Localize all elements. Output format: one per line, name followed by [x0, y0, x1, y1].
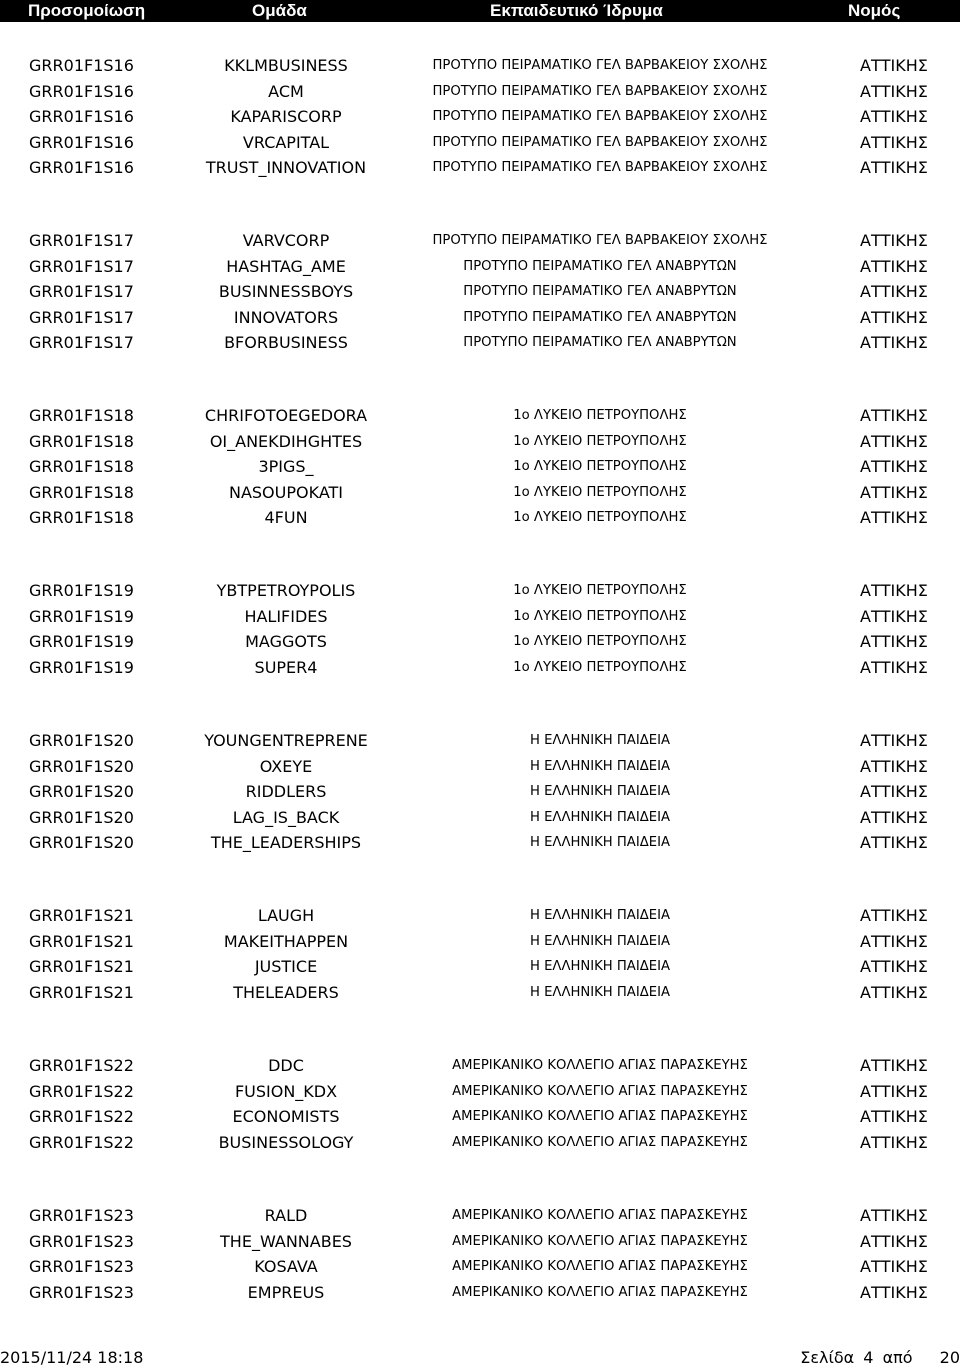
- school-cell: 1ο ΛΥΚΕΙΟ ΠΕΤΡΟΥΠΟΛΗΣ: [513, 608, 687, 624]
- prefecture-cell: ΑΤΤΙΚΗΣ: [860, 606, 928, 626]
- prefecture-cell: ΑΤΤΙΚΗΣ: [860, 1132, 928, 1152]
- team-cell: THE_WANNABES: [220, 1231, 352, 1251]
- team-cell: HALIFIDES: [244, 606, 328, 626]
- school-cell: Η ΕΛΛΗΝΙΚΗ ΠΑΙΔΕΙΑ: [529, 784, 670, 799]
- school-cell: 1ο ΛΥΚΕΙΟ ΠΕΤΡΟΥΠΟΛΗΣ: [513, 459, 687, 474]
- school-cell: Η ΕΛΛΗΝΙΚΗ ΠΑΙΔΕΙΑ: [529, 835, 670, 850]
- school-cell: ΑΜΕΡΙΚΑΝΙΚΟ ΚΟΛΛΕΓΙΟ ΑΓΙΑΣ ΠΑΡΑΣΚΕΥΗΣ: [452, 1233, 748, 1249]
- prefecture-cell: ΑΤΤΙΚΗΣ: [860, 307, 928, 327]
- team-cell: THE_LEADERSHIPS: [210, 833, 362, 852]
- table-row: [0, 305, 960, 331]
- team-cell: KAPARISCORP: [230, 107, 342, 126]
- school-cell: ΑΜΕΡΙΚΑΝΙΚΟ ΚΟΛΛΕΓΙΟ ΑΓΙΑΣ ΠΑΡΑΣΚΕΥΗΣ: [452, 1284, 748, 1300]
- prefecture-cell: ΑΤΤΙΚΗΣ: [860, 1081, 928, 1101]
- school-cell: ΠΡΟΤΥΠΟ ΠΕΙΡΑΜΑΤΙΚΟ ΓΕΛ ΒΑΡΒΑΚΕΙΟΥ ΣΧΟΛΗΣ: [432, 83, 768, 99]
- prefecture-cell: ΑΤΤΙΚΗΣ: [860, 81, 928, 101]
- simulation-cell: GRR01F1S19: [29, 606, 134, 626]
- simulation-cell: GRR01F1S23: [29, 1206, 134, 1225]
- simulation-cell: GRR01F1S16: [29, 56, 134, 75]
- prefecture-cell: ΑΤΤΙΚΗΣ: [860, 158, 928, 177]
- school-cell: 1ο ΛΥΚΕΙΟ ΠΕΤΡΟΥΠΟΛΗΣ: [513, 634, 687, 649]
- simulation-cell: GRR01F1S21: [29, 982, 134, 1002]
- table-row: [0, 728, 960, 754]
- simulation-cell: GRR01F1S20: [29, 833, 134, 852]
- simulation-group: [0, 578, 960, 680]
- simulation-cell: GRR01F1S18: [29, 482, 134, 502]
- simulation-cell: GRR01F1S23: [29, 1282, 134, 1302]
- simulation-cell: GRR01F1S17: [29, 307, 134, 327]
- team-cell: TRUST_INNOVATION: [205, 158, 367, 177]
- simulation-cell: GRR01F1S19: [29, 657, 134, 677]
- simulation-cell: GRR01F1S22: [29, 1056, 134, 1075]
- of-label: από: [882, 1348, 913, 1367]
- table-row: [0, 1280, 960, 1306]
- header-school: Εκπαιδευτικό Ίδρυμα: [490, 1, 663, 20]
- prefecture-cell: ΑΤΤΙΚΗΣ: [860, 56, 928, 75]
- simulation-cell: GRR01F1S20: [29, 807, 134, 827]
- table-row: [0, 228, 960, 254]
- table-row: [0, 104, 960, 130]
- team-cell: BUSINESSOLOGY: [218, 1132, 354, 1152]
- prefecture-cell: ΑΤΤΙΚΗΣ: [860, 906, 928, 925]
- page-total: 20: [939, 1348, 960, 1367]
- prefecture-cell: ΑΤΤΙΚΗΣ: [860, 508, 928, 527]
- table-row: [0, 254, 960, 280]
- table-row: [0, 980, 960, 1006]
- table-row: [0, 505, 960, 531]
- team-cell: MAGGOTS: [245, 632, 327, 651]
- simulation-cell: GRR01F1S19: [29, 632, 134, 651]
- simulation-cell: GRR01F1S17: [29, 282, 134, 301]
- team-cell: YBTPETROYPOLIS: [216, 581, 356, 600]
- team-cell: CHRIFOTOEGEDORA: [204, 406, 368, 425]
- simulation-group: [0, 228, 960, 356]
- simulation-cell: GRR01F1S18: [29, 406, 134, 425]
- school-cell: Η ΕΛΛΗΝΙΚΗ ΠΑΙΔΕΙΑ: [529, 933, 670, 949]
- school-cell: Η ΕΛΛΗΝΙΚΗ ΠΑΙΔΕΙΑ: [529, 809, 670, 825]
- table-row: [0, 830, 960, 856]
- table-row: [0, 903, 960, 929]
- team-cell: YOUNGENTREPRENE: [204, 731, 368, 750]
- page-label: Σελίδα: [800, 1348, 855, 1367]
- page-indicator: [796, 1348, 960, 1367]
- school-cell: ΠΡΟΤΥΠΟ ΠΕΙΡΑΜΑΤΙΚΟ ΓΕΛ ΑΝΑΒΡΥΤΩΝ: [463, 309, 737, 325]
- table-row: [0, 279, 960, 305]
- prefecture-cell: ΑΤΤΙΚΗΣ: [860, 431, 928, 451]
- team-cell: SUPER4: [254, 657, 318, 677]
- simulation-cell: GRR01F1S17: [29, 333, 134, 352]
- table-row: [0, 1104, 960, 1130]
- table-row: [0, 655, 960, 681]
- prefecture-cell: ΑΤΤΙΚΗΣ: [860, 833, 928, 852]
- team-cell: VARVCORP: [242, 231, 330, 250]
- team-cell: LAUGH: [257, 906, 315, 925]
- school-cell: Η ΕΛΛΗΝΙΚΗ ΠΑΙΔΕΙΑ: [529, 959, 670, 974]
- school-cell: ΠΡΟΤΥΠΟ ΠΕΙΡΑΜΑΤΙΚΟ ΓΕΛ ΒΑΡΒΑΚΕΙΟΥ ΣΧΟΛΗΣ: [432, 160, 768, 175]
- prefecture-cell: ΑΤΤΙΚΗΣ: [860, 1282, 928, 1302]
- school-cell: ΠΡΟΤΥΠΟ ΠΕΙΡΑΜΑΤΙΚΟ ΓΕΛ ΑΝΑΒΡΥΤΩΝ: [463, 258, 737, 274]
- simulation-cell: GRR01F1S20: [29, 782, 134, 801]
- prefecture-cell: ΑΤΤΙΚΗΣ: [860, 406, 928, 425]
- simulation-cell: GRR01F1S21: [29, 906, 134, 925]
- table-row: [0, 155, 960, 181]
- table-row: [0, 403, 960, 429]
- simulation-cell: GRR01F1S16: [29, 81, 134, 101]
- school-cell: ΠΡΟΤΥΠΟ ΠΕΙΡΑΜΑΤΙΚΟ ΓΕΛ ΑΝΑΒΡΥΤΩΝ: [463, 284, 737, 299]
- page-number: 4: [863, 1348, 874, 1367]
- prefecture-cell: ΑΤΤΙΚΗΣ: [860, 957, 928, 976]
- simulation-cell: GRR01F1S19: [29, 581, 134, 600]
- school-cell: ΑΜΕΡΙΚΑΝΙΚΟ ΚΟΛΛΕΓΙΟ ΑΓΙΑΣ ΠΑΡΑΣΚΕΥΗΣ: [452, 1058, 748, 1073]
- table-row: [0, 454, 960, 480]
- team-cell: LAG_IS_BACK: [232, 807, 340, 827]
- simulation-cell: GRR01F1S22: [29, 1107, 134, 1126]
- team-cell: OI_ANEKDIHGHTES: [209, 431, 363, 451]
- prefecture-cell: ΑΤΤΙΚΗΣ: [860, 782, 928, 801]
- team-cell: JUSTICE: [254, 957, 318, 976]
- prefecture-cell: ΑΤΤΙΚΗΣ: [860, 231, 928, 250]
- table-row: [0, 754, 960, 780]
- team-cell: RIDDLERS: [245, 782, 327, 801]
- team-cell: HASHTAG_AME: [226, 256, 346, 276]
- simulation-cell: GRR01F1S23: [29, 1231, 134, 1251]
- school-cell: 1ο ΛΥΚΕΙΟ ΠΕΤΡΟΥΠΟΛΗΣ: [513, 484, 687, 500]
- school-cell: ΑΜΕΡΙΚΑΝΙΚΟ ΚΟΛΛΕΓΙΟ ΑΓΙΑΣ ΠΑΡΑΣΚΕΥΗΣ: [452, 1109, 748, 1124]
- table-row: [0, 53, 960, 79]
- school-cell: ΑΜΕΡΙΚΑΝΙΚΟ ΚΟΛΛΕΓΙΟ ΑΓΙΑΣ ΠΑΡΑΣΚΕΥΗΣ: [452, 1208, 748, 1223]
- prefecture-cell: ΑΤΤΙΚΗΣ: [860, 581, 928, 600]
- table-row: [0, 578, 960, 604]
- prefecture-cell: ΑΤΤΙΚΗΣ: [860, 1107, 928, 1126]
- simulation-cell: GRR01F1S22: [29, 1081, 134, 1101]
- school-cell: 1ο ΛΥΚΕΙΟ ΠΕΤΡΟΥΠΟΛΗΣ: [513, 433, 687, 449]
- team-cell: EMPREUS: [247, 1282, 325, 1302]
- school-cell: ΑΜΕΡΙΚΑΝΙΚΟ ΚΟΛΛΕΓΙΟ ΑΓΙΑΣ ΠΑΡΑΣΚΕΥΗΣ: [452, 1134, 748, 1150]
- team-cell: FUSION_KDX: [234, 1081, 338, 1101]
- prefecture-cell: ΑΤΤΙΚΗΣ: [860, 132, 928, 152]
- simulation-cell: GRR01F1S16: [29, 107, 134, 126]
- prefecture-cell: ΑΤΤΙΚΗΣ: [860, 1257, 928, 1276]
- school-cell: ΠΡΟΤΥΠΟ ΠΕΙΡΑΜΑΤΙΚΟ ΓΕΛ ΒΑΡΒΑΚΕΙΟΥ ΣΧΟΛΗΣ: [432, 134, 768, 150]
- table-row: [0, 1079, 960, 1105]
- table-row: [0, 805, 960, 831]
- prefecture-cell: ΑΤΤΙΚΗΣ: [860, 482, 928, 502]
- simulation-cell: GRR01F1S21: [29, 957, 134, 976]
- prefecture-cell: ΑΤΤΙΚΗΣ: [860, 333, 928, 352]
- team-cell: ECONOMISTS: [232, 1107, 340, 1126]
- table-row: [0, 429, 960, 455]
- simulation-cell: GRR01F1S16: [29, 158, 134, 177]
- table-row: [0, 1229, 960, 1255]
- school-cell: 1ο ΛΥΚΕΙΟ ΠΕΤΡΟΥΠΟΛΗΣ: [513, 408, 687, 423]
- school-cell: Η ΕΛΛΗΝΙΚΗ ΠΑΙΔΕΙΑ: [529, 733, 670, 748]
- prefecture-cell: ΑΤΤΙΚΗΣ: [860, 1206, 928, 1225]
- simulation-cell: GRR01F1S18: [29, 508, 134, 527]
- team-cell: BUSINNESSBOYS: [218, 282, 354, 301]
- school-cell: ΠΡΟΤΥΠΟ ΠΕΙΡΑΜΑΤΙΚΟ ΓΕΛ ΒΑΡΒΑΚΕΙΟΥ ΣΧΟΛΗΣ: [432, 58, 768, 73]
- print-datetime: 2015/11/24 18:18: [0, 1348, 144, 1367]
- table-row: [0, 480, 960, 506]
- team-cell: RALD: [264, 1206, 308, 1225]
- prefecture-cell: ΑΤΤΙΚΗΣ: [860, 982, 928, 1002]
- school-cell: ΠΡΟΤΥΠΟ ΠΕΙΡΑΜΑΤΙΚΟ ΓΕΛ ΒΑΡΒΑΚΕΙΟΥ ΣΧΟΛΗΣ: [432, 109, 768, 124]
- team-cell: 3PIGS_: [258, 457, 314, 476]
- team-cell: ACM: [268, 81, 304, 101]
- simulation-group: [0, 403, 960, 531]
- prefecture-cell: ΑΤΤΙΚΗΣ: [860, 282, 928, 301]
- prefecture-cell: ΑΤΤΙΚΗΣ: [860, 107, 928, 126]
- team-cell: DDC: [268, 1056, 304, 1075]
- table-row: [0, 629, 960, 655]
- table-row: [0, 604, 960, 630]
- school-cell: ΠΡΟΤΥΠΟ ΠΕΙΡΑΜΑΤΙΚΟ ΓΕΛ ΒΑΡΒΑΚΕΙΟΥ ΣΧΟΛΗΣ: [432, 233, 768, 248]
- team-cell: INNOVATORS: [233, 307, 339, 327]
- table-row: [0, 779, 960, 805]
- simulation-cell: GRR01F1S21: [29, 931, 134, 951]
- simulation-group: [0, 1053, 960, 1155]
- table-row: [0, 1203, 960, 1229]
- team-cell: THELEADERS: [233, 982, 339, 1002]
- prefecture-cell: ΑΤΤΙΚΗΣ: [860, 632, 928, 651]
- table-row: [0, 1130, 960, 1156]
- header-team: Ομάδα: [252, 1, 307, 20]
- prefecture-cell: ΑΤΤΙΚΗΣ: [860, 657, 928, 677]
- table-row: [0, 330, 960, 356]
- team-cell: KOSAVA: [254, 1257, 318, 1276]
- header-simulation: Προσομοίωση: [28, 1, 146, 20]
- simulation-cell: GRR01F1S20: [29, 731, 134, 750]
- simulation-cell: GRR01F1S16: [29, 132, 134, 152]
- simulation-cell: GRR01F1S18: [29, 431, 134, 451]
- team-cell: 4FUN: [264, 508, 308, 527]
- table-row: [0, 1254, 960, 1280]
- team-cell: KKLMBUSINESS: [224, 56, 348, 75]
- team-cell: VRCAPITAL: [242, 132, 330, 152]
- table-row: [0, 130, 960, 156]
- school-cell: 1ο ΛΥΚΕΙΟ ΠΕΤΡΟΥΠΟΛΗΣ: [513, 510, 687, 525]
- school-cell: Η ΕΛΛΗΝΙΚΗ ΠΑΙΔΕΙΑ: [529, 758, 670, 774]
- table-row: [0, 954, 960, 980]
- school-cell: 1ο ΛΥΚΕΙΟ ΠΕΤΡΟΥΠΟΛΗΣ: [513, 659, 687, 675]
- simulation-cell: GRR01F1S17: [29, 231, 134, 250]
- simulation-cell: GRR01F1S18: [29, 457, 134, 476]
- prefecture-cell: ΑΤΤΙΚΗΣ: [860, 931, 928, 951]
- table-row: [0, 79, 960, 105]
- simulation-cell: GRR01F1S22: [29, 1132, 134, 1152]
- school-cell: 1ο ΛΥΚΕΙΟ ΠΕΤΡΟΥΠΟΛΗΣ: [513, 583, 687, 598]
- team-cell: BFORBUSINESS: [224, 333, 348, 352]
- prefecture-cell: ΑΤΤΙΚΗΣ: [860, 756, 928, 776]
- prefecture-cell: ΑΤΤΙΚΗΣ: [860, 731, 928, 750]
- simulation-group: [0, 1203, 960, 1305]
- simulation-group: [0, 903, 960, 1005]
- school-cell: ΠΡΟΤΥΠΟ ΠΕΙΡΑΜΑΤΙΚΟ ΓΕΛ ΑΝΑΒΡΥΤΩΝ: [463, 335, 737, 350]
- prefecture-cell: ΑΤΤΙΚΗΣ: [860, 457, 928, 476]
- table-row: [0, 929, 960, 955]
- simulation-cell: GRR01F1S17: [29, 256, 134, 276]
- school-cell: ΑΜΕΡΙΚΑΝΙΚΟ ΚΟΛΛΕΓΙΟ ΑΓΙΑΣ ΠΑΡΑΣΚΕΥΗΣ: [452, 1259, 748, 1274]
- team-cell: MAKEITHAPPEN: [223, 931, 349, 951]
- prefecture-cell: ΑΤΤΙΚΗΣ: [860, 1231, 928, 1251]
- table-row: [0, 1053, 960, 1079]
- prefecture-cell: ΑΤΤΙΚΗΣ: [860, 256, 928, 276]
- team-cell: NASOUPOKATI: [228, 482, 344, 502]
- team-cell: OXEYE: [259, 756, 313, 776]
- simulation-cell: GRR01F1S23: [29, 1257, 134, 1276]
- school-cell: Η ΕΛΛΗΝΙΚΗ ΠΑΙΔΕΙΑ: [529, 984, 670, 1000]
- page-footer: [0, 1348, 960, 1370]
- school-cell: Η ΕΛΛΗΝΙΚΗ ΠΑΙΔΕΙΑ: [529, 908, 670, 923]
- simulation-cell: GRR01F1S20: [29, 756, 134, 776]
- prefecture-cell: ΑΤΤΙΚΗΣ: [860, 807, 928, 827]
- prefecture-cell: ΑΤΤΙΚΗΣ: [860, 1056, 928, 1075]
- simulation-group: [0, 53, 960, 181]
- header-prefecture: Νομός: [848, 1, 901, 20]
- school-cell: ΑΜΕΡΙΚΑΝΙΚΟ ΚΟΛΛΕΓΙΟ ΑΓΙΑΣ ΠΑΡΑΣΚΕΥΗΣ: [452, 1083, 748, 1099]
- simulation-group: [0, 728, 960, 856]
